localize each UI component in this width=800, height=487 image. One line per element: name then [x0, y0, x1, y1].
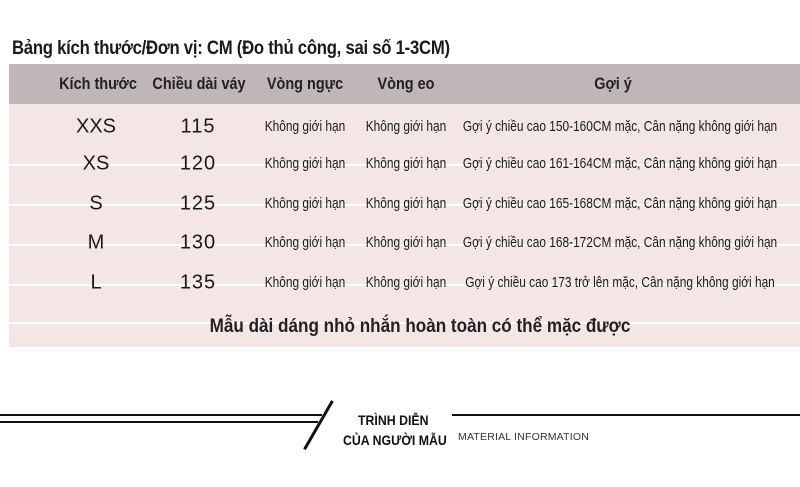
cell-bust: Không giới hạn — [264, 196, 346, 212]
section-title-line2: CỦA NGƯỜI MẪU — [343, 432, 447, 448]
section-subtitle: MATERIAL INFORMATION — [458, 431, 589, 443]
header-bust: Vòng ngực — [266, 74, 344, 93]
cell-suggestion: Gợi ý chiều cao 161-164CM mặc, Cân nặng không giới hạn — [462, 156, 778, 172]
header-waist: Vòng eo — [377, 74, 435, 93]
cell-waist: Không giới hạn — [365, 156, 447, 172]
cell-length: 120 — [179, 152, 217, 175]
size-table — [9, 64, 800, 347]
cell-waist: Không giới hạn — [365, 275, 447, 291]
cell-suggestion: Gợi ý chiều cao 173 trở lên mặc, Cân nặng không giới hạn — [465, 275, 775, 291]
cell-waist: Không giới hạn — [365, 235, 447, 251]
table-header — [9, 64, 800, 104]
cell-bust: Không giới hạn — [264, 119, 346, 135]
cell-size: XXS — [75, 115, 117, 138]
divider-line — [452, 414, 800, 416]
divider-line — [0, 421, 318, 423]
divider-slash — [303, 400, 333, 450]
cell-waist: Không giới hạn — [365, 196, 447, 212]
cell-bust: Không giới hạn — [264, 156, 346, 172]
cell-size: S — [89, 192, 103, 215]
header-length: Chiều dài váy — [152, 74, 246, 93]
section-title-line1: TRÌNH DIỄN — [358, 412, 429, 428]
cell-length: 115 — [180, 115, 216, 138]
fit-note: Mẫu dài dáng nhỏ nhắn hoàn toàn có thể mặc được — [209, 316, 631, 337]
page-title: Bảng kích thước/Đơn vị: CM (Đo thủ công, sai số 1-3CM) — [12, 38, 450, 59]
cell-suggestion: Gợi ý chiều cao 165-168CM mặc, Cân nặng không giới hạn — [462, 196, 778, 212]
cell-bust: Không giới hạn — [264, 235, 346, 251]
header-size: Kích thước — [59, 74, 137, 93]
cell-size: XS — [82, 152, 110, 175]
cell-length: 130 — [179, 231, 217, 254]
cell-length: 135 — [179, 271, 217, 294]
cell-suggestion: Gợi ý chiều cao 150-160CM mặc, Cân nặng không giới hạn — [462, 119, 778, 135]
cell-suggestion: Gợi ý chiều cao 168-172CM mặc, Cân nặng không giới hạn — [462, 235, 778, 251]
cell-size: L — [90, 271, 102, 294]
divider-line — [0, 414, 322, 416]
cell-bust: Không giới hạn — [264, 275, 346, 291]
cell-waist: Không giới hạn — [365, 119, 447, 135]
header-suggestion: Gợi ý — [594, 74, 632, 93]
cell-length: 125 — [179, 192, 217, 215]
cell-size: M — [87, 231, 105, 254]
